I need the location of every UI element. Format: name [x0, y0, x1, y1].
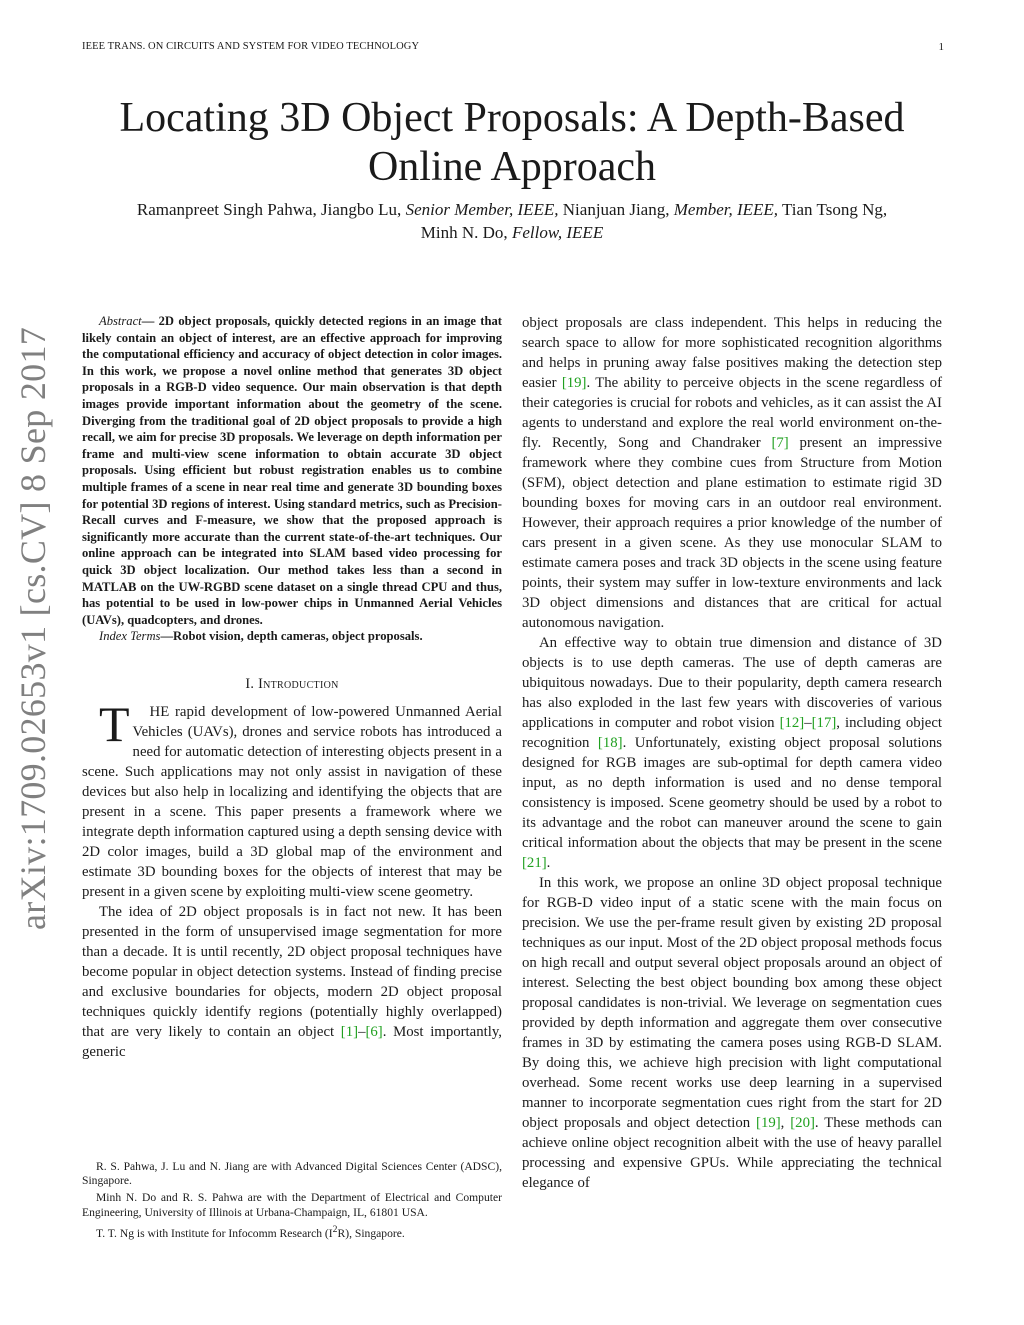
right-column — [522, 313, 942, 1193]
abstract — [82, 313, 502, 628]
paragraph-text: , including object recognition — [522, 715, 942, 751]
intro-paragraph-2 — [82, 902, 502, 1062]
footnote-text: T. T. Ng is with Institute for Infocomm Research (I — [96, 1226, 333, 1240]
intro-paragraph-1 — [82, 695, 502, 902]
index-terms-text: —Robot vision, depth cameras, object proposals. — [160, 629, 423, 644]
citation-dash: – — [358, 1023, 366, 1040]
paragraph-text: An effective way to obtain true dimension and distance of 3D objects is to use depth cameras. The use of depth cameras are ubiquitous nowadays. Due to their popularity, depth camera research has also exploded in the last few years with discoveries of various applications in computer and robot vision — [522, 635, 942, 731]
author-text: Tian Tsong Ng, — [778, 200, 888, 219]
author-text: Minh N. Do, — [420, 223, 512, 242]
body-paragraph-2 — [522, 633, 942, 873]
paragraph-text: present an impressive framework where they combine cues from Structure from Motion (SFM), object detection and plane estimation to estimate rigid 3D bounding boxes for moving cars in an outdoor real environment. However, their approach requires a prior knowledge of the number of cars present in a given scene. As they use monocular SLAM to estimate camera poses and track 3D objects in the scene using feature points, their system may suffer in low-texture environments and lack 3D object dimensions and distances that are critical for actual autonomous navigation. — [522, 435, 942, 631]
citation-link[interactable]: [1] — [340, 1023, 359, 1040]
body-paragraph-3 — [522, 873, 942, 1193]
author-text: Nianjuan Jiang, — [558, 200, 674, 219]
left-column — [82, 313, 502, 1062]
footnote: Minh N. Do and R. S. Pahwa are with the Department of Electrical and Computer Engineering, University of Illinois at Urbana-Champaign, IL, 61801 USA. — [82, 1191, 502, 1219]
citation-link[interactable]: [21] — [522, 855, 547, 871]
footnotes — [82, 1160, 502, 1244]
title-line-2: Online Approach — [367, 144, 657, 190]
body-paragraph-1 — [522, 313, 942, 633]
citation-link[interactable]: [12] — [779, 715, 805, 731]
author-role: Senior Member, IEEE, — [405, 200, 559, 219]
citation-link[interactable]: [18] — [597, 735, 623, 751]
abstract-text: — 2D object proposals, quickly detected regions in an image that likely contain an object of interest, are an effective approach for improving the computational efficiency and accuracy of object detection in color images. In this work, we propose a novel online method that generates 3D object proposals in a RGB-D video sequence. Our main observation is that depth images provide important information about the geometry of the scene. Diverging from the traditional goal of 2D object proposals to provide a high recall, we aim for precise 3D proposals. We leverage on depth information per frame and multi-view scene information to obtain accurate 3D object proposals. Using efficient but robust registration enables us to combine multiple frames of a scene in near real time and generate 3D bounding boxes for potential 3D regions of interest. Using standard metrics, such as Precision-Recall curves and F-measure, we show that the proposed approach is significantly more accurate than the current state-of-the-art techniques. Our online approach can be integrated into SLAM based video processing for quick 3D object localization. Our method takes less than a second in MATLAB on the UW-RGBD scene dataset on a single thread CPU and thus, has potential to be used in low-power chips in Unmanned Aerial Vehicles (UAVs), quadcopters, and drones. — [82, 314, 502, 627]
author-role: Fellow, IEEE — [511, 223, 604, 242]
paragraph-text: HE rapid development of low-powered Unmanned Aerial Vehicles (UAVs), drones and service robots has introduced a need for automatic detection of interesting objects present in a scene. Such applications may not only assist in navigation of these devices but also help in localizing and identifying the objects that are present in a scene. This paper presents a framework where we integrate depth information captured using a depth sensing device with 2D color images, build a 3D global map of the environment and estimate 3D bounding boxes for the objects of interest that may be present in a given scene by exploiting multi-view scene geometry. — [82, 703, 502, 900]
author-role: Member, IEEE, — [673, 200, 779, 219]
paragraph-text: . Most importantly, generic — [82, 1023, 502, 1060]
paragraph-text: The idea of 2D object proposals is in fact not new. It has been presented in the form of unsupervised image segmentation for more than a decade. It is until recently, 2D object proposal techniques have become popular in object detection systems. Instead of finding precise and exclusive boundaries for objects, modern 2D object proposal techniques quickly identify regions (potentially highly overlapped) that are very likely to contain an object — [82, 903, 502, 1040]
paragraph-text: . — [546, 855, 551, 871]
page-number: 1 — [938, 41, 944, 53]
citation-link[interactable]: [6] — [365, 1023, 383, 1040]
paper-title — [82, 94, 942, 192]
drop-cap: T — [99, 695, 130, 752]
section-title: Introduction — [258, 675, 339, 692]
paragraph-text: object proposals are class independent. This helps in reducing the search space to allow for more sophisticated recognition algorithms and helps in pruning away false positives making the detection step easier — [522, 315, 942, 391]
citation-link[interactable]: [19] — [756, 1115, 781, 1131]
abstract-label: Abstract — [99, 314, 142, 328]
paragraph-text: . The ability to perceive objects in the scene regardless of their categories is crucial for robots and vehicles, as it can assist the AI agents to understand and explore the real world environment on-the-fly. Recently, Song and Chandraker — [522, 375, 942, 451]
index-terms — [82, 628, 502, 645]
footnote — [82, 1223, 502, 1241]
index-terms-label: Index Terms — [99, 629, 161, 644]
section-heading — [82, 674, 502, 694]
paragraph-text: In this work, we propose an online 3D object proposal technique for RGB-D video input of a static scene with the main focus on precision. We use the per-frame result given by existing 2D proposal techniques as our input. Most of the 2D object proposal methods focus on high recall and output several object proposals around an object of interest. Selecting the best object bounding box among these object proposal candidates is non-trivial. We leverage on segmentation cues provided by depth information and aggregate them over consecutive frames in 3D by estimating the camera poses using RGB-D SLAM. By doing this, we achieve high precision with light computational overhead. Some recent works use deep learning in a supervised manner to incorporate segmentation cues right from the start for 2D object proposals and object detection — [522, 875, 942, 1131]
running-head: IEEE TRANS. ON CIRCUITS AND SYSTEM FOR VIDEO TECHNOLOGY — [82, 41, 420, 52]
title-line-1: Locating 3D Object Proposals: A Depth-Based — [119, 95, 905, 141]
author-list — [82, 198, 942, 244]
paragraph-text: . These methods can achieve online object recognition albeit with the use of heavy parallel processing and expensive GPUs. While appreciating the technical elegance of — [522, 1115, 942, 1191]
citation-dash: – — [804, 715, 812, 731]
citation-link[interactable]: [19] — [561, 375, 587, 391]
arxiv-stamp: arXiv:1709.02653v1 [cs.CV] 8 Sep 2017 — [13, 326, 53, 930]
footnote-superscript: 2 — [332, 1223, 338, 1235]
footnote: R. S. Pahwa, J. Lu and N. Jiang are with Advanced Digital Sciences Center (ADSC), Singapore. — [82, 1160, 502, 1188]
author-text: Ramanpreet Singh Pahwa, Jiangbo Lu, — [136, 200, 406, 219]
citation-link[interactable]: [17] — [811, 715, 837, 731]
citation-link[interactable]: [20] — [790, 1115, 815, 1131]
citation-separator: , — [780, 1115, 791, 1131]
paragraph-text: . Unfortunately, existing object proposal solutions designed for RGB images are sub-optimal for depth camera video input, as no depth information is used and no dense temporal consistency is imposed. Scene geometry should be used by a robot to its advantage and the robot can maneuver around the scene to gain critical information about the objects that may be present in the scene — [522, 735, 942, 851]
footnote-text: R), Singapore. — [337, 1226, 405, 1240]
section-number: I. — [245, 675, 259, 692]
citation-link[interactable]: [7] — [771, 435, 789, 451]
